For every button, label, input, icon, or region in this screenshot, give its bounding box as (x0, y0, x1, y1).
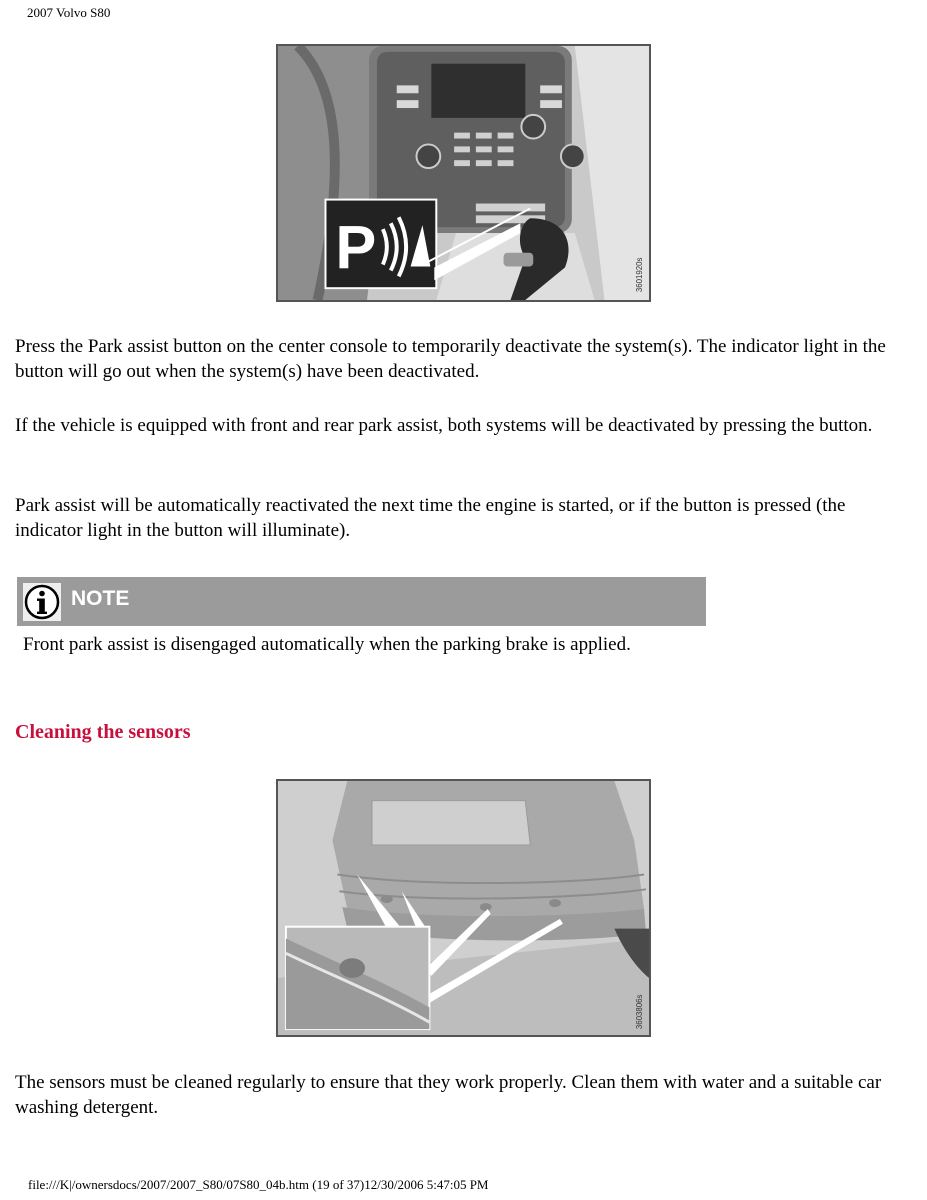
info-icon (23, 583, 61, 621)
park-assist-p-glyph: P (335, 213, 377, 282)
paragraph-deactivate: Press the Park assist button on the center console to temporarily deactivate the system(s). The indicator light in the button will go out when the system(s) have been deactivated. (15, 336, 886, 382)
document-header: 2007 Volvo S80 (27, 5, 111, 20)
figure-code: 3601920s (635, 257, 645, 293)
paragraph-reactivate: Park assist will be automatically reactivated the next time the engine is started, or if the button is pressed (the indicator light in the button will illuminate). (15, 495, 846, 541)
rear-bumper-sensors-illustration (276, 779, 651, 1037)
figure-code: 3603806s (635, 994, 645, 1030)
paragraph-cleaning: The sensors must be cleaned regularly to ensure that they work properly. Clean them with water and a suitable car washing detergent. (15, 1072, 882, 1118)
file-path-footer: file:///K|/ownersdocs/2007/2007_S80/07S80_04b.htm (19 of 37)12/30/2006 5:47:05 PM (28, 1177, 489, 1192)
center-console-illustration (276, 44, 651, 302)
note-text: Front park assist is disengaged automatically when the parking brake is applied. (23, 634, 631, 655)
section-heading: Cleaning the sensors (15, 721, 191, 743)
note-title: NOTE (71, 587, 130, 610)
note-banner (17, 577, 706, 626)
paragraph-front-rear: If the vehicle is equipped with front and rear park assist, both systems will be deactivated by pressing the button. (15, 415, 873, 436)
